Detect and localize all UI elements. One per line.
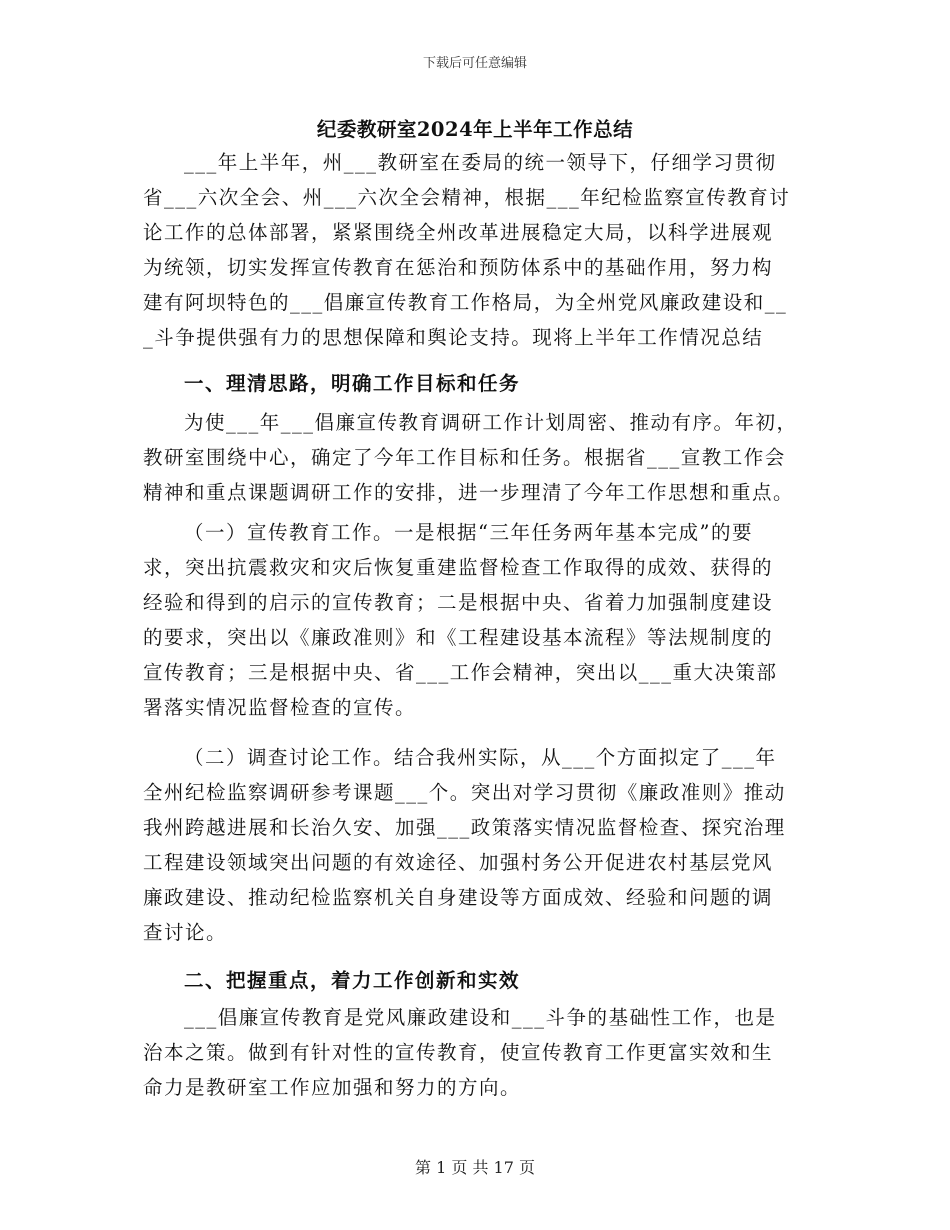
section-heading: 一、理清思路，明确工作目标和任务	[184, 372, 521, 395]
text-line: 精神和重点课题调研工作的安排，进一步理清了今年工作思想和重点。	[143, 481, 795, 504]
text-line: ___年上半年，州___教研室在委局的统一领导下，仔细学习贯彻	[184, 151, 777, 174]
text-line: 为统领，切实发挥宣传教育在惩治和预防体系中的基础作用，努力构	[143, 256, 774, 279]
text-line: 我州跨越进展和长治久安、加强___政策落实情况监督检查、探究治理	[143, 816, 786, 839]
text-line: 宣传教育；三是根据中央、省___工作会精神，突出以___重大决策部	[143, 661, 778, 684]
text-line: 为使___年___倡廉宣传教育调研工作计划周密、推动有序。年初，	[184, 411, 798, 434]
text-line: 论工作的总体部署，紧紧围绕全州改革进展稳定大局，以科学进展观	[143, 221, 774, 244]
text-line: 建有阿坝特色的___倡廉宣传教育工作格局，为全州党风廉政建设和__	[143, 291, 788, 314]
text-line: ___倡廉宣传教育是党风廉政建设和___斗争的基础性工作，也是	[184, 1006, 777, 1029]
text-line: 经验和得到的启示的宣传教育；二是根据中央、省着力加强制度建设	[143, 591, 774, 614]
intro-paragraph	[143, 145, 803, 355]
section-heading: 二、把握重点，着力工作创新和实效	[184, 969, 521, 992]
header-note: 下载后可任意编辑	[422, 56, 527, 71]
text-line: 的要求，突出以《廉政准则》和《工程建设基本流程》等法规制度的	[143, 626, 774, 649]
section-1-paragraph	[143, 405, 803, 510]
text-line: 求，突出抗震救灾和灾后恢复重建监督检查工作取得的成效、获得的	[143, 556, 774, 579]
text-line: 署落实情况监督检查的宣传。	[143, 696, 417, 719]
text-line: 工程建设领域突出问题的有效途径、加强村务公开促进农村基层党风	[143, 851, 774, 874]
text-line: 教研室围绕中心，确定了今年工作目标和任务。根据省___宣教工作会	[143, 446, 786, 469]
section-heading-2	[143, 963, 803, 998]
subsection-2-paragraph	[143, 740, 803, 950]
text-line: 廉政建设、推动纪检监察机关自身建设等方面成效、经验和问题的调	[143, 886, 774, 909]
page-footer: 第 1 页 共 17 页	[415, 1158, 535, 1177]
text-line: 省___六次全会、州___六次全会精神，根据___年纪检监察宣传教育讨	[143, 186, 791, 209]
text-line: （二）调查讨论工作。结合我州实际，从___个方面拟定了___年	[184, 746, 777, 769]
document-title: 纪委教研室2024年上半年工作总结	[316, 118, 634, 141]
section-2-paragraph	[143, 1000, 803, 1105]
text-line: （一）宣传教育工作。一是根据“三年任务两年基本完成”的要	[184, 521, 753, 544]
subsection-1-paragraph	[143, 515, 803, 725]
text-line: 命力是教研室工作应加强和努力的方向。	[143, 1076, 522, 1099]
text-line: _斗争提供强有力的思想保障和舆论支持。现将上半年工作情况总结	[143, 326, 764, 349]
section-heading-1	[143, 366, 803, 401]
text-line: 治本之策。做到有针对性的宣传教育，使宣传教育工作更富实效和生	[143, 1041, 774, 1064]
text-line: 全州纪检监察调研参考课题___个。突出对学习贯彻《廉政准则》推动	[143, 781, 786, 804]
text-line: 查讨论。	[143, 921, 228, 944]
